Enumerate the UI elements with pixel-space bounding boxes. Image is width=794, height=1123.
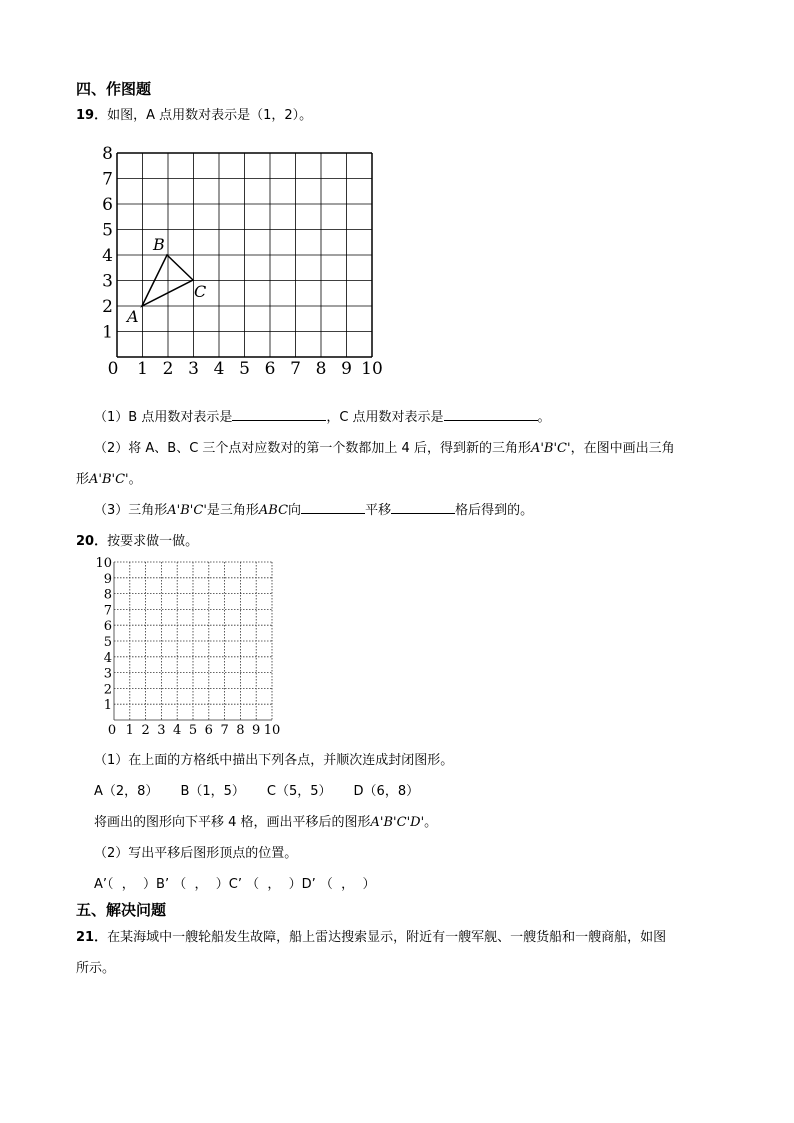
q20-y-tick: 6 bbox=[103, 619, 112, 635]
q19-part2-text-c: 形 bbox=[76, 472, 90, 487]
q20-x-tick: 3 bbox=[157, 723, 166, 738]
q20-x-tick: 0 bbox=[107, 723, 117, 738]
q20-y-tick: 5 bbox=[103, 635, 112, 650]
q19-y-tick: 3 bbox=[102, 271, 113, 292]
q19-y-tick: 7 bbox=[102, 169, 113, 190]
q19-part2-end: 。 bbox=[128, 472, 142, 487]
q20-x-tick: 5 bbox=[188, 723, 198, 738]
question-21-number: 21． bbox=[76, 930, 108, 945]
q19-part2-text-a: （2）将 A、B、C 三个点对应数对的第一个数都加上 4 后，得到新的三角形 bbox=[94, 441, 531, 456]
q20-y-tick: 8 bbox=[103, 587, 112, 603]
question-20-intro bbox=[76, 530, 198, 549]
q20-point-b: B（1，5） bbox=[180, 784, 245, 799]
q20-translate bbox=[94, 811, 437, 830]
q19-part2-triangle: A'B'C' bbox=[530, 441, 571, 456]
q19-part3-text-c: 向 bbox=[288, 503, 302, 518]
q19-x-tick: 8 bbox=[315, 359, 327, 379]
q20-x-tick: 9 bbox=[252, 723, 261, 738]
q20-point-d: D（6，8） bbox=[353, 784, 420, 799]
q20-translate-end: 。 bbox=[424, 815, 438, 830]
q20-answer-blanks[interactable]: A’（ ， ）B’ （ ， ）C’ （ ， ）D’ （ ， ） bbox=[94, 877, 376, 892]
question-19-text: 如图，A 点用数对表示是（1，2）。 bbox=[107, 108, 313, 123]
q20-x-tick: 8 bbox=[236, 723, 245, 738]
q19-grid-lines bbox=[117, 153, 372, 357]
point-label-b: B bbox=[153, 235, 165, 254]
q20-tick-labels bbox=[95, 556, 280, 738]
q19-x-tick: 4 bbox=[213, 359, 225, 379]
q19-part3-text-b: 是三角形 bbox=[206, 503, 259, 518]
q19-part3-text-a: （3）三角形 bbox=[94, 503, 168, 518]
q20-translate-text: 将画出的图形向下平移 4 格，画出平移后的图形 bbox=[94, 815, 371, 830]
q19-x-tick: 1 bbox=[137, 359, 148, 379]
q19-y-tick: 4 bbox=[102, 246, 113, 266]
q19-y-tick: 6 bbox=[102, 195, 113, 215]
q19-x-tick: 9 bbox=[341, 359, 352, 379]
question-19-intro bbox=[76, 104, 312, 123]
q20-grid-lines bbox=[114, 562, 272, 720]
q19-blank-b[interactable] bbox=[232, 408, 326, 421]
q19-part3-text-d: 平移 bbox=[365, 503, 392, 518]
q19-y-tick: 2 bbox=[102, 297, 113, 317]
q19-part2-text-b: ，在图中画出三角 bbox=[570, 441, 675, 456]
q19-part3 bbox=[94, 499, 533, 518]
q20-x-tick: 4 bbox=[173, 723, 182, 738]
q19-part3-triangle-2: ABC bbox=[258, 503, 289, 518]
q19-part2-line1 bbox=[94, 437, 675, 456]
q20-points bbox=[94, 780, 419, 799]
q20-y-tick: 1 bbox=[103, 698, 112, 714]
q19-part1 bbox=[94, 406, 551, 425]
q20-x-tick: 10 bbox=[263, 723, 281, 738]
q20-x-tick: 1 bbox=[125, 723, 134, 738]
q19-x-tick: 2 bbox=[162, 359, 174, 379]
q20-part1: （1）在上面的方格纸中描出下列各点，并顺次连成封闭图形。 bbox=[94, 753, 454, 768]
q20-y-tick: 3 bbox=[103, 666, 112, 682]
question-20-number: 20． bbox=[76, 534, 108, 549]
q20-y-tick: 10 bbox=[95, 556, 112, 571]
q20-y-tick: 7 bbox=[103, 603, 112, 619]
point-label-c: C bbox=[194, 282, 207, 301]
q20-x-tick: 7 bbox=[220, 723, 229, 738]
point-label-a: A bbox=[127, 307, 139, 326]
q20-y-tick: 4 bbox=[103, 650, 112, 666]
q19-blank-distance[interactable] bbox=[391, 501, 455, 514]
question-21-text: 在某海域中一艘轮船发生故障，船上雷达搜索显示，附近有一艘军舰、一艘货船和一艘商船，如图 bbox=[107, 930, 667, 945]
q19-coordinate-grid bbox=[100, 140, 390, 380]
question-21-line2: 所示。 bbox=[76, 961, 116, 976]
question-19-number: 19． bbox=[76, 108, 108, 123]
q20-x-tick: 2 bbox=[141, 723, 150, 738]
question-20-text: 按要求做一做。 bbox=[107, 534, 199, 549]
q20-y-tick: 2 bbox=[103, 682, 112, 698]
q19-x-tick: 6 bbox=[264, 359, 276, 379]
q20-y-tick: 9 bbox=[103, 571, 112, 587]
q20-point-c: C（5，5） bbox=[266, 784, 332, 799]
q19-x-tick: 3 bbox=[188, 359, 199, 379]
q19-part3-text-e: 格后得到的。 bbox=[455, 503, 534, 518]
q19-part1-text-b: ，C 点用数对表示是 bbox=[326, 410, 444, 425]
section-4-title: 四、作图题 bbox=[76, 80, 152, 98]
q19-part1-end: 。 bbox=[537, 410, 551, 425]
q19-x-tick: 7 bbox=[290, 359, 301, 379]
q19-part3-triangle-1: A'B'C' bbox=[167, 503, 207, 518]
q20-translate-figure: A'B'C'D' bbox=[370, 815, 425, 830]
q19-y-tick: 5 bbox=[102, 220, 113, 241]
q19-tick-labels bbox=[102, 144, 383, 379]
q19-y-tick: 1 bbox=[102, 322, 113, 343]
q20-part2: （2）写出平移后图形顶点的位置。 bbox=[94, 846, 298, 861]
q19-x-tick: 10 bbox=[361, 359, 383, 379]
q19-part2-line2 bbox=[76, 468, 142, 487]
q19-part1-text-a: （1）B 点用数对表示是 bbox=[94, 410, 233, 425]
q19-x-tick: 0 bbox=[107, 359, 119, 379]
q20-grid-paper bbox=[92, 556, 286, 740]
q19-blank-direction[interactable] bbox=[301, 501, 365, 514]
q20-x-tick: 6 bbox=[204, 723, 213, 738]
q19-y-tick: 8 bbox=[102, 144, 113, 164]
section-5-title: 五、解决问题 bbox=[76, 901, 167, 919]
q19-blank-c[interactable] bbox=[444, 408, 538, 421]
q19-x-tick: 5 bbox=[239, 359, 250, 379]
question-21-line1 bbox=[76, 926, 666, 945]
q20-point-a: A（2，8） bbox=[94, 784, 159, 799]
q19-part2-triangle-2: A'B'C' bbox=[89, 472, 129, 487]
